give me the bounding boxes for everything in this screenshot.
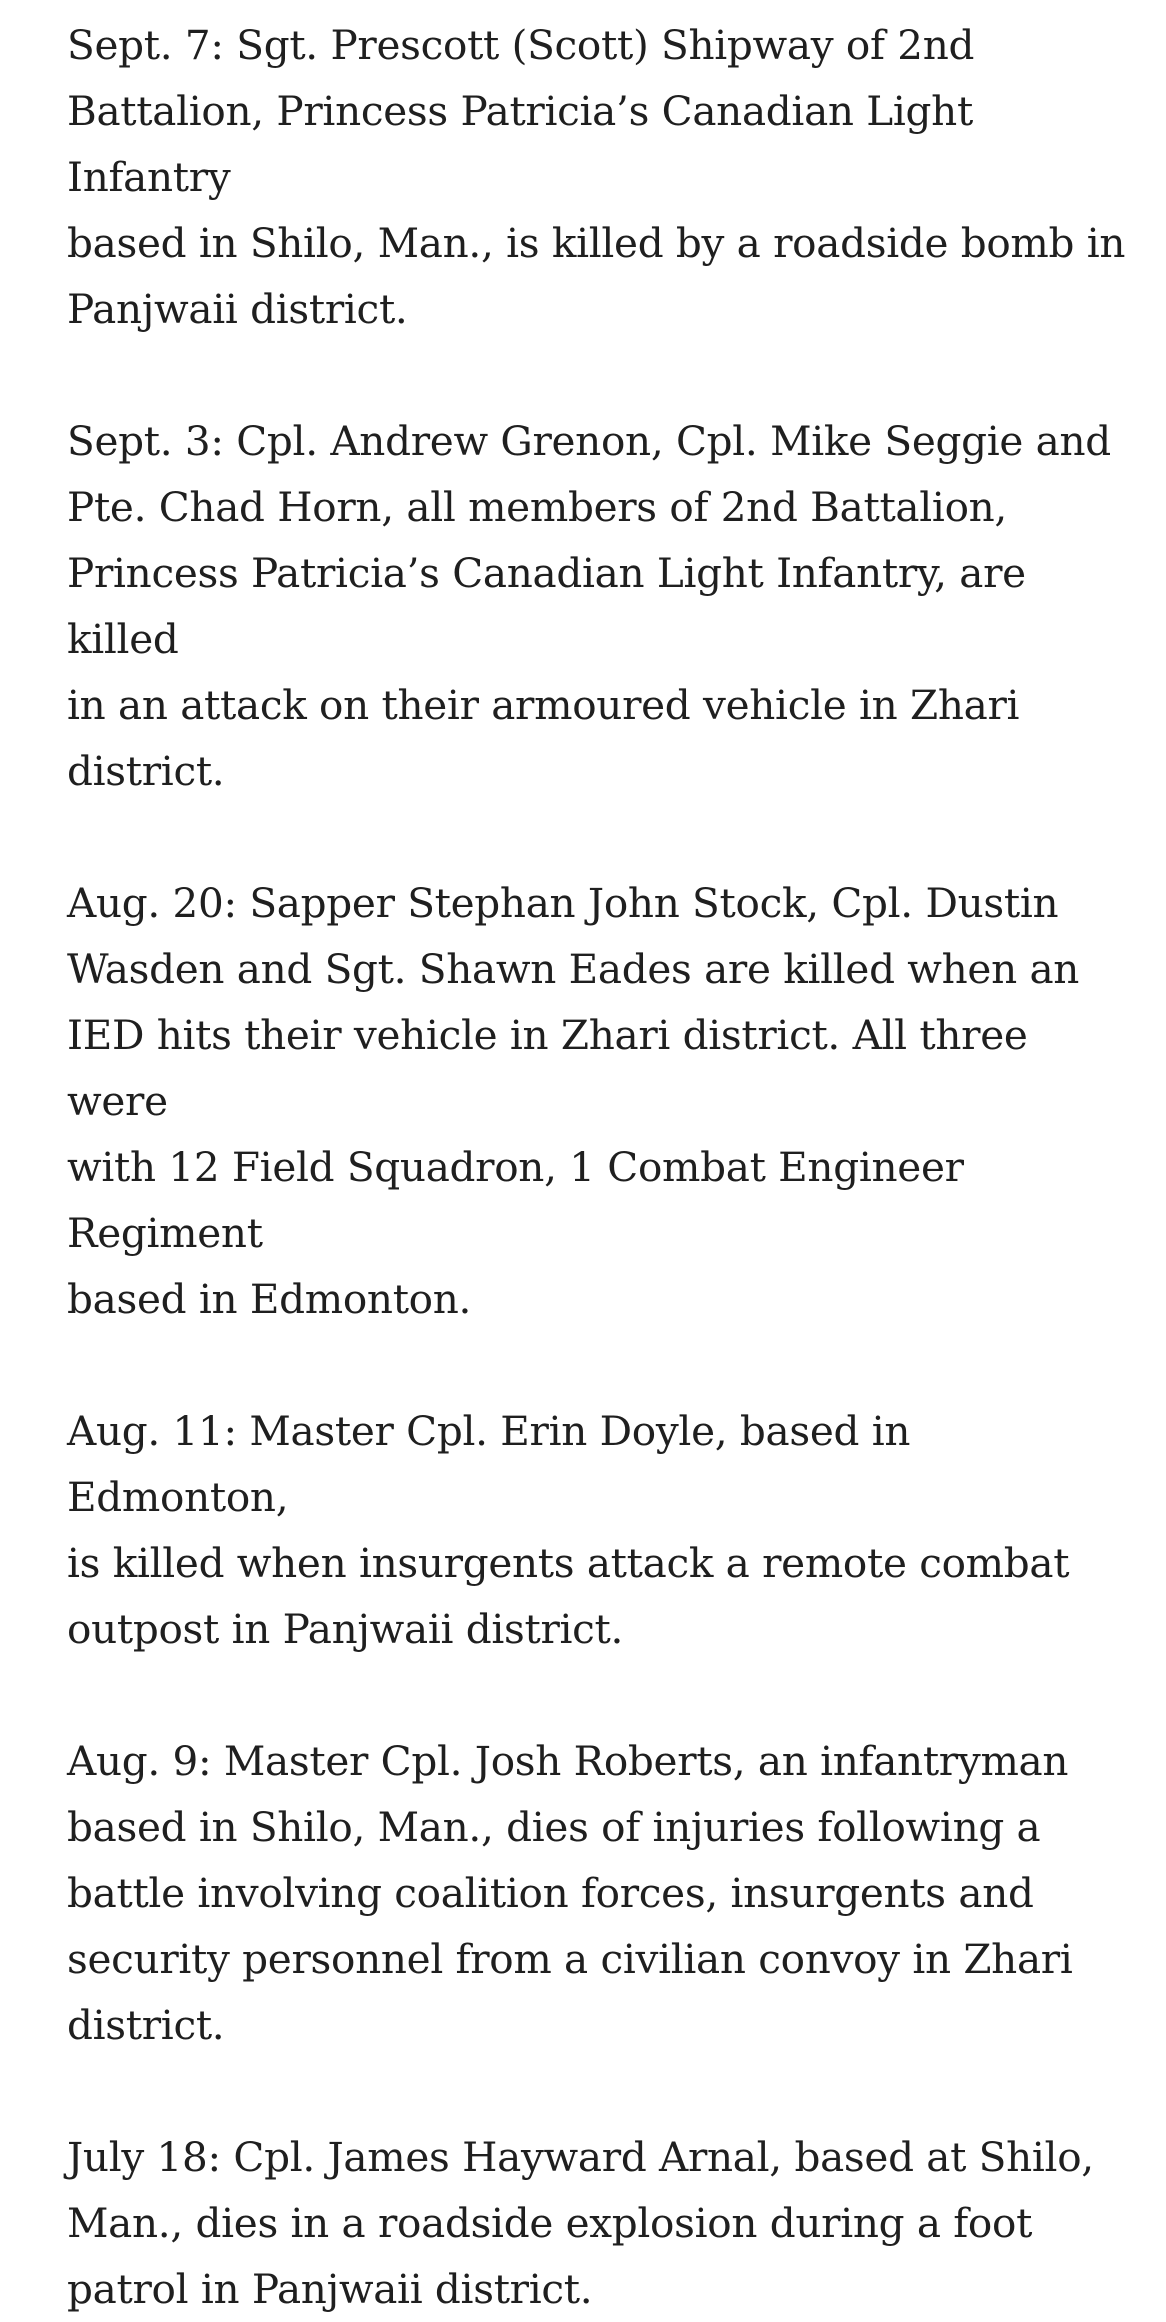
entry-line: with 12 Field Squadron, 1 Combat Engineer Regiment bbox=[67, 1143, 964, 1257]
entry-line: IED hits their vehicle in Zhari district. All three were bbox=[67, 1011, 1028, 1125]
entry-line: Sept. 7: Sgt. Prescott (Scott) Shipway of 2nd bbox=[67, 21, 975, 69]
article-body bbox=[67, 12, 1127, 2322]
entry-line: Aug. 20: Sapper Stephan John Stock, Cpl. Dustin bbox=[67, 879, 1059, 927]
entry-line: outpost in Panjwaii district. bbox=[67, 1605, 624, 1653]
entry-line: Pte. Chad Horn, all members of 2nd Battalion, bbox=[67, 483, 1008, 531]
casualty-entry-sept-3 bbox=[67, 408, 1127, 804]
entry-line: patrol in Panjwaii district. bbox=[67, 2265, 593, 2313]
entry-line: based in Edmonton. bbox=[67, 1275, 472, 1323]
entry-line: July 18: Cpl. James Hayward Arnal, based at Shilo, bbox=[67, 2133, 1094, 2181]
entry-line: district. bbox=[67, 747, 225, 795]
entry-line: is killed when insurgents attack a remote combat bbox=[67, 1539, 1070, 1587]
entry-line: in an attack on their armoured vehicle in Zhari bbox=[67, 681, 1020, 729]
casualty-entry-aug-11 bbox=[67, 1398, 1127, 1662]
casualty-entry-sept-7 bbox=[67, 12, 1127, 342]
entry-line: Panjwaii district. bbox=[67, 285, 408, 333]
entry-line: based in Shilo, Man., is killed by a roadside bomb in bbox=[67, 219, 1126, 267]
entry-line: Wasden and Sgt. Shawn Eades are killed when an bbox=[67, 945, 1080, 993]
entry-line: based in Shilo, Man., dies of injuries following a bbox=[67, 1803, 1041, 1851]
casualty-entry-aug-9 bbox=[67, 1728, 1127, 2058]
entry-line: battle involving coalition forces, insurgents and bbox=[67, 1869, 1034, 1917]
entry-line: Battalion, Princess Patricia’s Canadian Light Infantry bbox=[67, 87, 973, 201]
entry-line: district. bbox=[67, 2001, 225, 2049]
entry-line: Aug. 9: Master Cpl. Josh Roberts, an infantryman bbox=[67, 1737, 1069, 1785]
entry-line: security personnel from a civilian convoy in Zhari bbox=[67, 1935, 1073, 1983]
entry-line: Man., dies in a roadside explosion during a foot bbox=[67, 2199, 1033, 2247]
entry-line: Sept. 3: Cpl. Andrew Grenon, Cpl. Mike Seggie and bbox=[67, 417, 1111, 465]
entry-line: Aug. 11: Master Cpl. Erin Doyle, based in Edmonton, bbox=[67, 1407, 911, 1521]
casualty-entry-july-18 bbox=[67, 2124, 1127, 2322]
entry-line: Princess Patricia’s Canadian Light Infantry, are killed bbox=[67, 549, 1026, 663]
casualty-entry-aug-20 bbox=[67, 870, 1127, 1332]
